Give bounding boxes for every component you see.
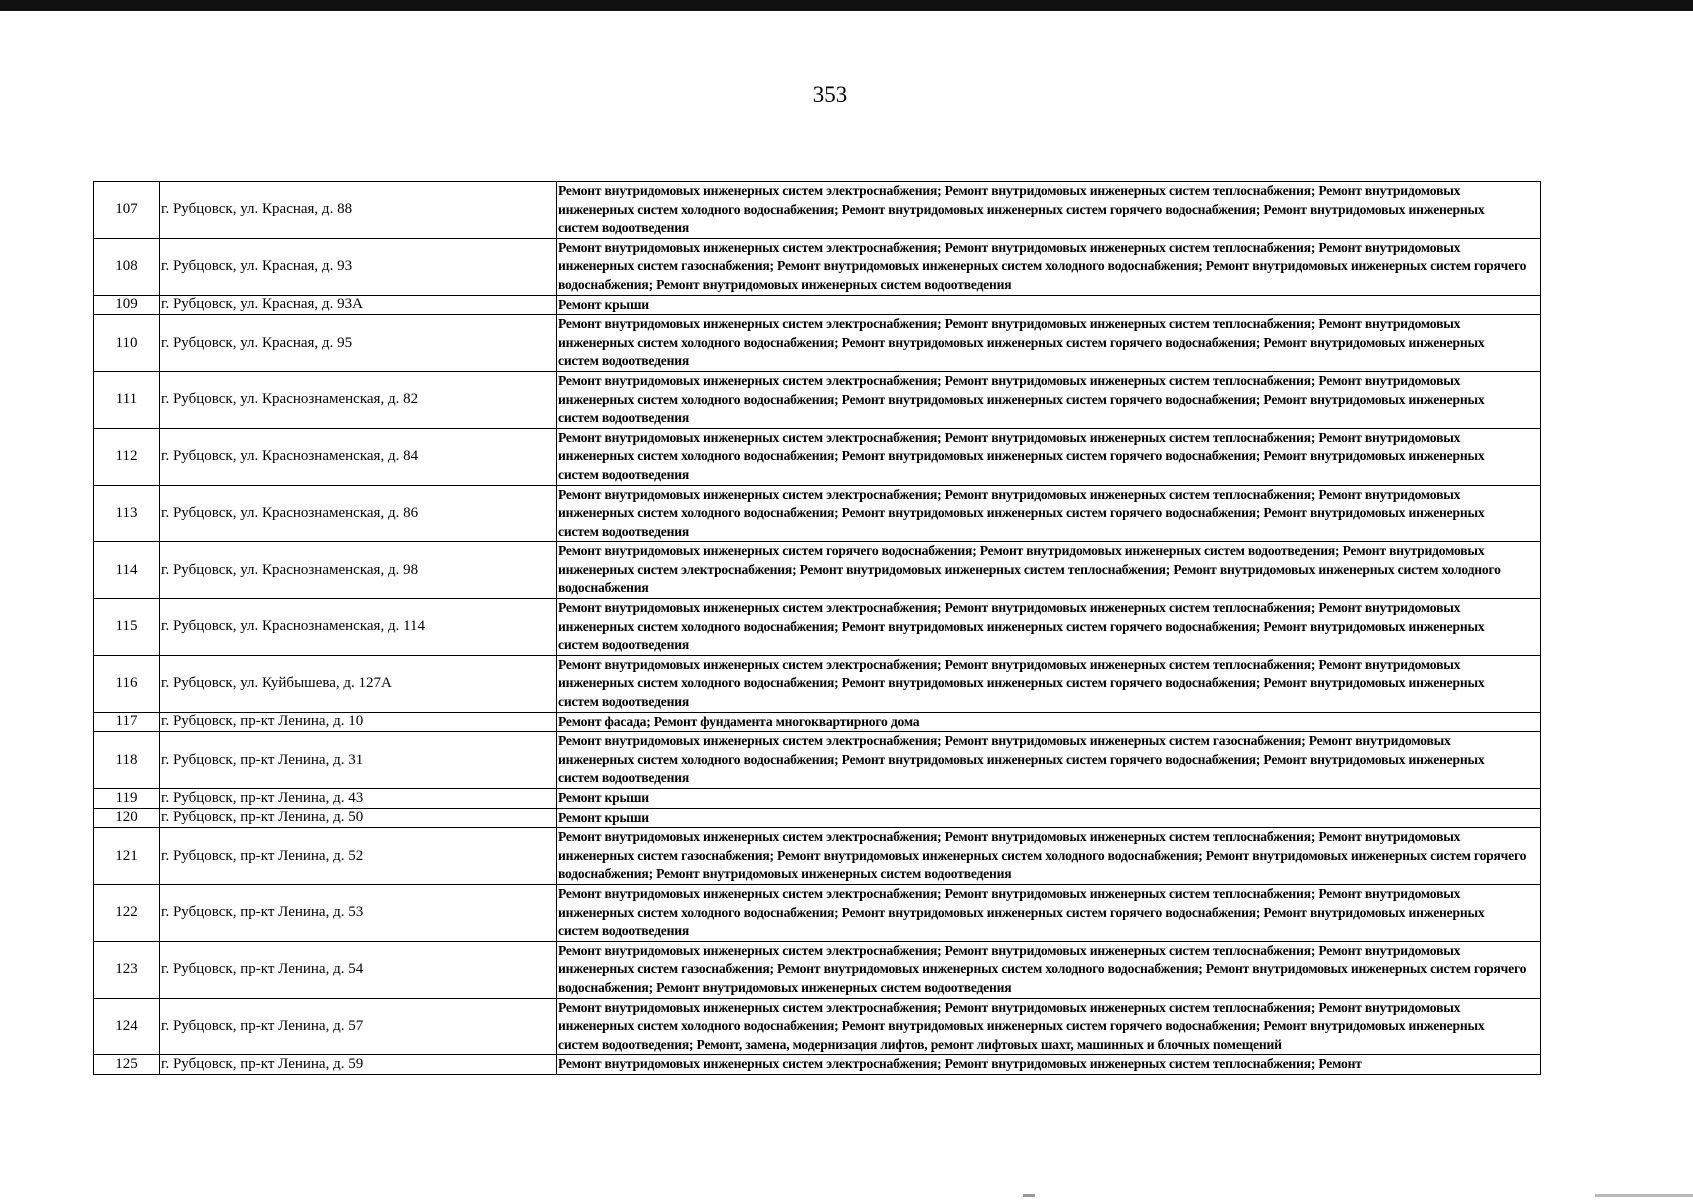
address-cell: г. Рубцовск, пр-кт Ленина, д. 54 <box>160 941 557 998</box>
works-text: Ремонт внутридомовых инженерных систем электроснабжения; Ремонт внутридомовых инженерных систем теплоснабжения; Ремонт внутридомовых инженерных систем холодного водоснабжения; Ремонт внутридомовых инженерных систем горячего водоснабжения; Ремонт внутридомовых инженерных систем водоотведения <box>558 429 1485 482</box>
works-cell <box>557 655 1541 712</box>
address-cell: г. Рубцовск, ул. Краснознаменская, д. 98 <box>160 542 557 599</box>
address-cell: г. Рубцовск, пр-кт Ленина, д. 52 <box>160 828 557 885</box>
row-number-cell: 109 <box>94 295 160 315</box>
works-text: Ремонт внутридомовых инженерных систем электроснабжения; Ремонт внутридомовых инженерных систем теплоснабжения; Ремонт внутридомовых инженерных систем холодного водоснабжения; Ремонт внутридомовых инженерных систем горячего водоснабжения; Ремонт внутридомовых инженерных систем водоотведения <box>558 885 1485 939</box>
works-cell <box>557 712 1541 732</box>
table-row <box>94 485 1541 542</box>
works-text: Ремонт внутридомовых инженерных систем электроснабжения; Ремонт внутридомовых инженерных систем теплоснабжения; Ремонт внутридомовых инженерных систем холодного водоснабжения; Ремонт внутридомовых инженерных систем горячего водоснабжения; Ремонт внутридомовых инженерных систем водоотведения <box>558 486 1485 539</box>
works-cell <box>557 599 1541 656</box>
address-cell: г. Рубцовск, ул. Красная, д. 88 <box>160 182 557 239</box>
address-cell: г. Рубцовск, ул. Куйбышева, д. 127А <box>160 655 557 712</box>
address-cell: г. Рубцовск, ул. Красная, д. 93 <box>160 238 557 295</box>
row-number-cell: 120 <box>94 808 160 828</box>
table-row <box>94 428 1541 485</box>
works-cell <box>557 998 1541 1055</box>
works-text: Ремонт внутридомовых инженерных систем электроснабжения; Ремонт внутридомовых инженерных систем теплоснабжения; Ремонт внутридомовых инженерных систем холодного водоснабжения; Ремонт внутридомовых инженерных систем горячего водоснабжения; Ремонт внутридомовых инженерных систем водоотведения <box>558 372 1485 426</box>
works-cell <box>557 485 1541 542</box>
table-row <box>94 941 1541 998</box>
table-row <box>94 371 1541 428</box>
row-number-cell: 121 <box>94 828 160 885</box>
works-text: Ремонт крыши <box>558 790 649 805</box>
row-number-cell: 123 <box>94 941 160 998</box>
scan-mark <box>1023 1194 1035 1197</box>
address-cell: г. Рубцовск, пр-кт Ленина, д. 57 <box>160 998 557 1055</box>
works-cell <box>557 295 1541 315</box>
works-cell <box>557 182 1541 239</box>
works-cell <box>557 315 1541 372</box>
scan-bottom-artifacts <box>0 1188 1693 1200</box>
works-text: Ремонт внутридомовых инженерных систем электроснабжения; Ремонт внутридомовых инженерных систем газоснабжения; Ремонт внутридомовых инженерных систем холодного водоснабжения; Ремонт внутридомовых инженерных систем горячего водоснабжения; Ремонт внутридомовых инженерных систем водоотведения <box>558 733 1485 786</box>
table-row <box>94 1055 1541 1075</box>
row-number-cell: 118 <box>94 732 160 789</box>
address-cell: г. Рубцовск, пр-кт Ленина, д. 59 <box>160 1055 557 1075</box>
works-cell <box>557 371 1541 428</box>
address-cell: г. Рубцовск, ул. Красная, д. 95 <box>160 315 557 372</box>
address-cell: г. Рубцовск, ул. Краснознаменская, д. 84 <box>160 428 557 485</box>
row-number-cell: 119 <box>94 789 160 809</box>
table-row <box>94 789 1541 809</box>
works-cell <box>557 1055 1541 1075</box>
row-number-cell: 107 <box>94 182 160 239</box>
row-number-cell: 112 <box>94 428 160 485</box>
row-number-cell: 115 <box>94 599 160 656</box>
works-text: Ремонт фасада; Ремонт фундамента многоквартирного дома <box>558 713 920 729</box>
row-number-cell: 116 <box>94 655 160 712</box>
works-cell <box>557 941 1541 998</box>
works-text: Ремонт крыши <box>558 296 649 312</box>
works-text: Ремонт внутридомовых инженерных систем электроснабжения; Ремонт внутридомовых инженерных систем теплоснабжения; Ремонт внутридомовых инженерных систем газоснабжения; Ремонт внутридомовых инженерных систем холодного водоснабжения; Ремонт внутридомовых инженерных систем горячего водоснабжения; Ремонт внутридомовых инженерных систем водоотведения <box>558 239 1527 292</box>
works-text: Ремонт внутридомовых инженерных систем электроснабжения; Ремонт внутридомовых инженерных систем теплоснабжения; Ремонт внутридомовых инженерных систем газоснабжения; Ремонт внутридомовых инженерных систем холодного водоснабжения; Ремонт внутридомовых инженерных систем горячего водоснабжения; Ремонт внутридомовых инженерных систем водоотведения <box>558 942 1527 995</box>
row-number-cell: 113 <box>94 485 160 542</box>
row-number-cell: 108 <box>94 238 160 295</box>
table-row <box>94 599 1541 656</box>
table-row <box>94 655 1541 712</box>
address-cell: г. Рубцовск, ул. Краснознаменская, д. 86 <box>160 485 557 542</box>
address-cell: г. Рубцовск, пр-кт Ленина, д. 31 <box>160 732 557 789</box>
address-cell: г. Рубцовск, ул. Краснознаменская, д. 82 <box>160 371 557 428</box>
address-cell: г. Рубцовск, пр-кт Ленина, д. 43 <box>160 789 557 809</box>
works-text: Ремонт внутридомовых инженерных систем электроснабжения; Ремонт внутридомовых инженерных систем теплоснабжения; Ремонт <box>558 1056 1362 1072</box>
scan-mark <box>1595 1194 1693 1197</box>
works-text: Ремонт внутридомовых инженерных систем электроснабжения; Ремонт внутридомовых инженерных систем теплоснабжения; Ремонт внутридомовых инженерных систем холодного водоснабжения; Ремонт внутридомовых инженерных систем горячего водоснабжения; Ремонт внутридомовых инженерных систем водоотведения <box>558 316 1485 369</box>
works-text: Ремонт внутридомовых инженерных систем электроснабжения; Ремонт внутридомовых инженерных систем теплоснабжения; Ремонт внутридомовых инженерных систем холодного водоснабжения; Ремонт внутридомовых инженерных систем горячего водоснабжения; Ремонт внутридомовых инженерных систем водоотведения <box>558 600 1485 653</box>
works-cell <box>557 808 1541 828</box>
row-number-cell: 125 <box>94 1055 160 1075</box>
address-cell: г. Рубцовск, пр-кт Ленина, д. 10 <box>160 712 557 732</box>
works-cell <box>557 732 1541 789</box>
works-cell <box>557 238 1541 295</box>
table-row <box>94 238 1541 295</box>
works-text: Ремонт внутридомовых инженерных систем электроснабжения; Ремонт внутридомовых инженерных систем теплоснабжения; Ремонт внутридомовых инженерных систем газоснабжения; Ремонт внутридомовых инженерных систем холодного водоснабжения; Ремонт внутридомовых инженерных систем горячего водоснабжения; Ремонт внутридомовых инженерных систем водоотведения <box>558 829 1527 882</box>
works-cell <box>557 884 1541 941</box>
address-cell: г. Рубцовск, ул. Красная, д. 93А <box>160 295 557 315</box>
row-number-cell: 114 <box>94 542 160 599</box>
works-cell <box>557 428 1541 485</box>
row-number-cell: 124 <box>94 998 160 1055</box>
works-text: Ремонт внутридомовых инженерных систем электроснабжения; Ремонт внутридомовых инженерных систем теплоснабжения; Ремонт внутридомовых инженерных систем холодного водоснабжения; Ремонт внутридомовых инженерных систем горячего водоснабжения; Ремонт внутридомовых инженерных систем водоотведения <box>558 656 1485 710</box>
works-cell <box>557 828 1541 885</box>
table-row <box>94 998 1541 1055</box>
table-row <box>94 295 1541 315</box>
scan-top-border <box>0 0 1693 11</box>
works-text: Ремонт крыши <box>558 809 649 825</box>
page-number: 353 <box>812 82 848 107</box>
address-cell: г. Рубцовск, пр-кт Ленина, д. 50 <box>160 808 557 828</box>
works-text: Ремонт внутридомовых инженерных систем электроснабжения; Ремонт внутридомовых инженерных систем теплоснабжения; Ремонт внутридомовых инженерных систем холодного водоснабжения; Ремонт внутридомовых инженерных систем горячего водоснабжения; Ремонт внутридомовых инженерных систем водоотведения <box>558 183 1485 236</box>
row-number-cell: 111 <box>94 371 160 428</box>
table-row <box>94 542 1541 599</box>
table-row <box>94 315 1541 372</box>
table-row <box>94 712 1541 732</box>
works-cell <box>557 789 1541 809</box>
address-cell: г. Рубцовск, пр-кт Ленина, д. 53 <box>160 884 557 941</box>
table-row <box>94 732 1541 789</box>
row-number-cell: 117 <box>94 712 160 732</box>
table-row <box>94 808 1541 828</box>
row-number-cell: 110 <box>94 315 160 372</box>
address-cell: г. Рубцовск, ул. Краснознаменская, д. 114 <box>160 599 557 656</box>
table-body <box>94 182 1541 1075</box>
works-cell <box>557 542 1541 599</box>
row-number-cell: 122 <box>94 884 160 941</box>
works-text: Ремонт внутридомовых инженерных систем горячего водоснабжения; Ремонт внутридомовых инженерных систем водоотведения; Ремонт внутридомовых инженерных систем электроснабжения; Ремонт внутридомовых инженерных систем теплоснабжения; Ремонт внутридомовых инженерных систем холодного водоснабжения <box>558 543 1501 596</box>
repair-works-table <box>93 181 1541 1075</box>
table-row <box>94 828 1541 885</box>
works-text: Ремонт внутридомовых инженерных систем электроснабжения; Ремонт внутридомовых инженерных систем теплоснабжения; Ремонт внутридомовых инженерных систем холодного водоснабжения; Ремонт внутридомовых инженерных систем горячего водоснабжения; Ремонт внутридомовых инженерных систем водоотведения; Ремонт, замена, модернизация лифтов, ремонт лифтовых шахт, машинных и блочных помещений <box>558 999 1485 1052</box>
table-row <box>94 182 1541 239</box>
table-row <box>94 884 1541 941</box>
